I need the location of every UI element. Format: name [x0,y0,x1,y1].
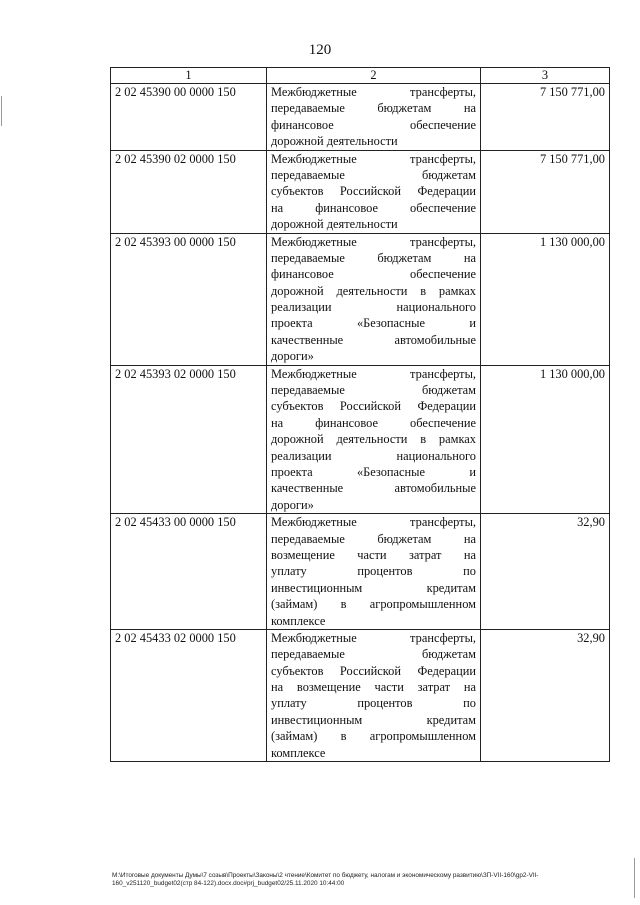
description-line: передаваемые бюджетам [271,167,476,182]
description-line: дороги» [271,349,314,364]
description-line: Межбюджетные трансферты, [271,630,476,645]
budget-code-cell: 2 02 45393 02 0000 150 [111,365,267,514]
table-body [111,84,610,762]
amount-cell: 32,90 [481,514,610,630]
description-line: (займам) в агропромышленном [271,597,476,612]
file-path-footer [112,872,612,888]
table-row [111,629,610,761]
description-line: Межбюджетные трансферты, [271,234,476,249]
description-line: на финансовое обеспечение [271,415,476,430]
description-line: субъектов Российской Федерации [271,184,476,199]
description-line: финансовое обеспечение [271,117,476,132]
budget-table [110,67,610,762]
description-line: Межбюджетные трансферты, [271,515,476,530]
description-line: (займам) в агропромышленном [271,729,476,744]
budget-code-cell: 2 02 45433 00 0000 150 [111,514,267,630]
margin-mark-bottom [634,858,635,898]
description-line: возмещение части затрат на [271,547,476,562]
file-path-line-1: M:\Итоговые документы Думы\7 созыв\Проекты\Законы\2 чтение\Комитет по бюджету, налогам и экономическому развитию\ЗП-VII-160\gp2-VII- [112,872,539,879]
amount-cell: 1 130 000,00 [481,365,610,514]
description-line: Межбюджетные трансферты, [271,85,476,99]
description-line: передаваемые бюджетам на [271,531,476,546]
description-line: финансовое обеспечение [271,267,476,282]
column-header-amount: 3 [481,68,610,84]
table-row [111,150,610,233]
description-line: дорожной деятельности в рамках [271,432,476,447]
amount-cell: 1 130 000,00 [481,233,610,365]
description-line: Межбюджетные трансферты, [271,151,476,166]
amount-cell: 7 150 771,00 [481,150,610,233]
description-cell [267,629,481,761]
budget-code-cell: 2 02 45393 00 0000 150 [111,233,267,365]
description-line: субъектов Российской Федерации [271,663,476,678]
description-cell [267,84,481,151]
page-number: 120 [308,42,332,58]
description-line: уплату процентов по [271,696,476,711]
description-line: дорожной деятельности [271,134,398,149]
description-line: проекта «Безопасные и [271,464,476,479]
description-cell [267,233,481,365]
description-line: комплексе [271,745,326,760]
description-cell [267,150,481,233]
budget-code-cell: 2 02 45390 00 0000 150 [111,84,267,151]
description-line: субъектов Российской Федерации [271,399,476,414]
amount-cell: 7 150 771,00 [481,84,610,151]
table-row [111,365,610,514]
table-header-row [111,68,610,84]
description-line: на возмещение части затрат на [271,680,476,695]
description-cell [267,514,481,630]
description-line: дороги» [271,497,314,512]
budget-code-cell: 2 02 45433 02 0000 150 [111,629,267,761]
table-row [111,84,610,151]
description-line: качественные автомобильные [271,481,476,496]
description-line: передаваемые бюджетам на [271,101,476,116]
description-line: Межбюджетные трансферты, [271,366,476,381]
file-path-line-2: 160_v251120_budget02(стр 84-122).docx.doc#prj_budget02/25.11.2020 10:44:00 [112,880,345,887]
description-line: инвестиционным кредитам [271,580,476,595]
description-cell [267,365,481,514]
amount-cell: 32,90 [481,629,610,761]
description-line: инвестиционным кредитам [271,712,476,727]
description-line: дорожной деятельности [271,217,398,232]
table-row [111,514,610,630]
description-line: комплексе [271,613,326,628]
description-line: передаваемые бюджетам [271,383,476,398]
description-line: передаваемые бюджетам [271,647,476,662]
description-line: качественные автомобильные [271,332,476,347]
table-row [111,233,610,365]
description-line: передаваемые бюджетам на [271,250,476,265]
column-header-description: 2 [267,68,481,84]
description-line: реализации национального [271,300,476,315]
description-line: на финансовое обеспечение [271,200,476,215]
description-line: уплату процентов по [271,564,476,579]
description-line: реализации национального [271,448,476,463]
description-line: дорожной деятельности в рамках [271,283,476,298]
description-line: проекта «Безопасные и [271,316,476,331]
column-header-code: 1 [111,68,267,84]
budget-code-cell: 2 02 45390 02 0000 150 [111,150,267,233]
margin-mark-top [1,96,2,126]
